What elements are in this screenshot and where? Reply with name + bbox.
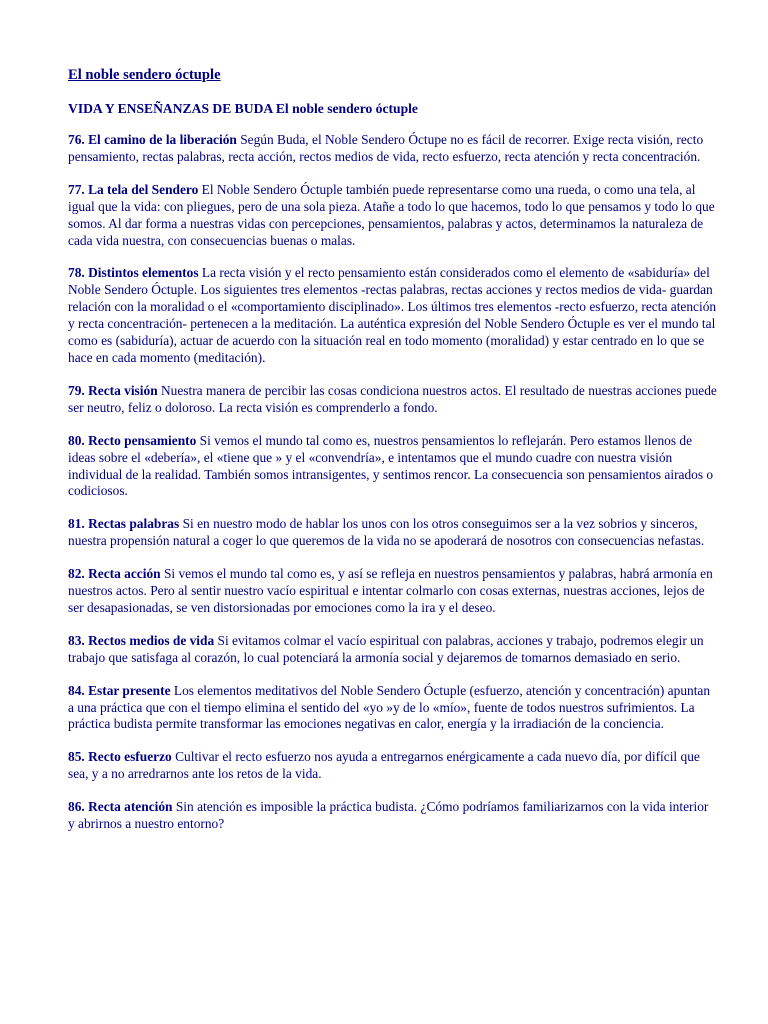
document-subtitle: VIDA Y ENSEÑANZAS DE BUDA El noble sendero óctuple <box>68 101 418 116</box>
entry-heading: 81. Rectas palabras <box>68 516 183 532</box>
entry-84 <box>68 683 718 734</box>
entry-text: Si vemos el mundo tal como es, nuestros pensamientos lo reflejarán. Pero estamos llenos de ideas sobre el «debería», el «tiene que » y el «convendría», e intentamos que el mundo cuadre con nuestra visión individual de la realidad. También somos intransigentes, y sentimos rencor. La consecuencia son pensamientos airados o codiciosos. <box>68 432 714 499</box>
document-page <box>68 66 718 849</box>
entry-78 <box>68 265 718 366</box>
entry-heading: 80. Recto pensamiento <box>68 432 200 448</box>
entry-79 <box>68 383 718 417</box>
entry-85 <box>68 749 718 783</box>
entry-text: Si evitamos colmar el vacío espiritual con palabras, acciones y trabajo, podremos elegir un trabajo que satisfaga al corazón, lo cual potenciará la armonía social y dejaremos de tomarnos demasiado en serio. <box>68 632 704 665</box>
entry-text: Nuestra manera de percibir las cosas condiciona nuestros actos. El resultado de nuestras acciones puede ser neutro, feliz o doloroso. La recta visión es comprenderlo a fondo. <box>68 382 717 415</box>
entry-text: El Noble Sendero Óctuple también puede representarse como una rueda, o como una tela, al igual que la vida: con pliegues, pero de una sola pieza. Atañe a todo lo que hacemos, todo lo que pensamos y todo lo que somos. Al dar forma a nuestras vidas con percepciones, pensamientos, palabras y actos, determinamos la naturaleza de cada vida nuestra, con consecuencias buenas o malas. <box>68 181 715 248</box>
entry-heading: 79. Recta visión <box>68 382 161 398</box>
entry-text: Sin atención es imposible la práctica budista. ¿Cómo podríamos familiarizarnos con la vida interior y abrirnos a nuestro entorno? <box>68 799 709 832</box>
entry-heading: 84. Estar presente <box>68 682 174 698</box>
entry-heading: 82. Recta acción <box>68 566 164 582</box>
entry-83 <box>68 633 718 667</box>
entry-text: Si vemos el mundo tal como es, y así se refleja en nuestros pensamientos y palabras, habrá armonía en nuestros actos. Pero al sentir nuestro vacío espiritual e intentar colmarlo con cosas externas, nuestras acciones, lejos de ser desapasionadas, se ven distorsionadas por emociones como la ira y el deseo. <box>68 566 713 615</box>
entry-heading: 77. La tela del Sendero <box>68 181 202 197</box>
entry-text: Los elementos meditativos del Noble Sendero Óctuple (esfuerzo, atención y concentración) apuntan a una práctica que con el tiempo elimina el sentido del «yo »y de lo «mío», fuente de todos nuestros sufrimientos. La práctica budista permite transformar las emociones negativas en calor, energía y la irradiación de la conciencia. <box>68 682 711 732</box>
entry-heading: 85. Recto esfuerzo <box>68 749 176 765</box>
entry-heading: 86. Recta atención <box>68 799 176 815</box>
entry-77 <box>68 182 718 250</box>
entry-80 <box>68 433 718 501</box>
entry-81 <box>68 516 718 550</box>
entry-76 <box>68 132 718 166</box>
entry-82 <box>68 566 718 617</box>
entry-heading: 78. Distintos elementos <box>68 265 202 281</box>
entry-text: Cultivar el recto esfuerzo nos ayuda a entregarnos enérgicamente a cada nuevo día, por difícil que sea, y a no arredrarnos ante los retos de la vida. <box>68 749 700 782</box>
entry-heading: 76. El camino de la liberación <box>68 132 241 147</box>
entry-86 <box>68 799 718 833</box>
entry-text: La recta visión y el recto pensamiento están considerados como el elemento de «sabiduría» del Noble Sendero Óctuple. Los siguientes tres elementos -rectas palabras, rectas acciones y rectos medios de vida- guardan relación con la moralidad o el «comportamiento disciplinado». Los últimos tres elementos -recto esfuerzo, recta atención y recta concentración- pertenecen a la meditación. La auténtica expresión del Noble Sendero Óctuple es ver el mundo tal como es (sabiduría), actuar de acuerdo con la situación real en todo momento (moralidad) y estar centrado en lo que se hace en cada momento (meditación). <box>68 265 717 365</box>
entry-heading: 83. Rectos medios de vida <box>68 632 218 648</box>
entry-text: Si en nuestro modo de hablar los unos con los otros conseguimos ser a la vez sobrios y sinceros, nuestra propensión natural a coger lo que queremos de la vida no se apoderará de nosotros con consecuencias nefastas. <box>68 516 705 549</box>
entry-text: Según Buda, el Noble Sendero Óctupe no es fácil de recorrer. Exige recta visión, recto pensamiento, rectas palabras, recta acción, rectos medios de vida, recto esfuerzo, recta atención y recta concentración. <box>68 132 704 164</box>
document-title: El noble sendero óctuple <box>68 67 221 83</box>
